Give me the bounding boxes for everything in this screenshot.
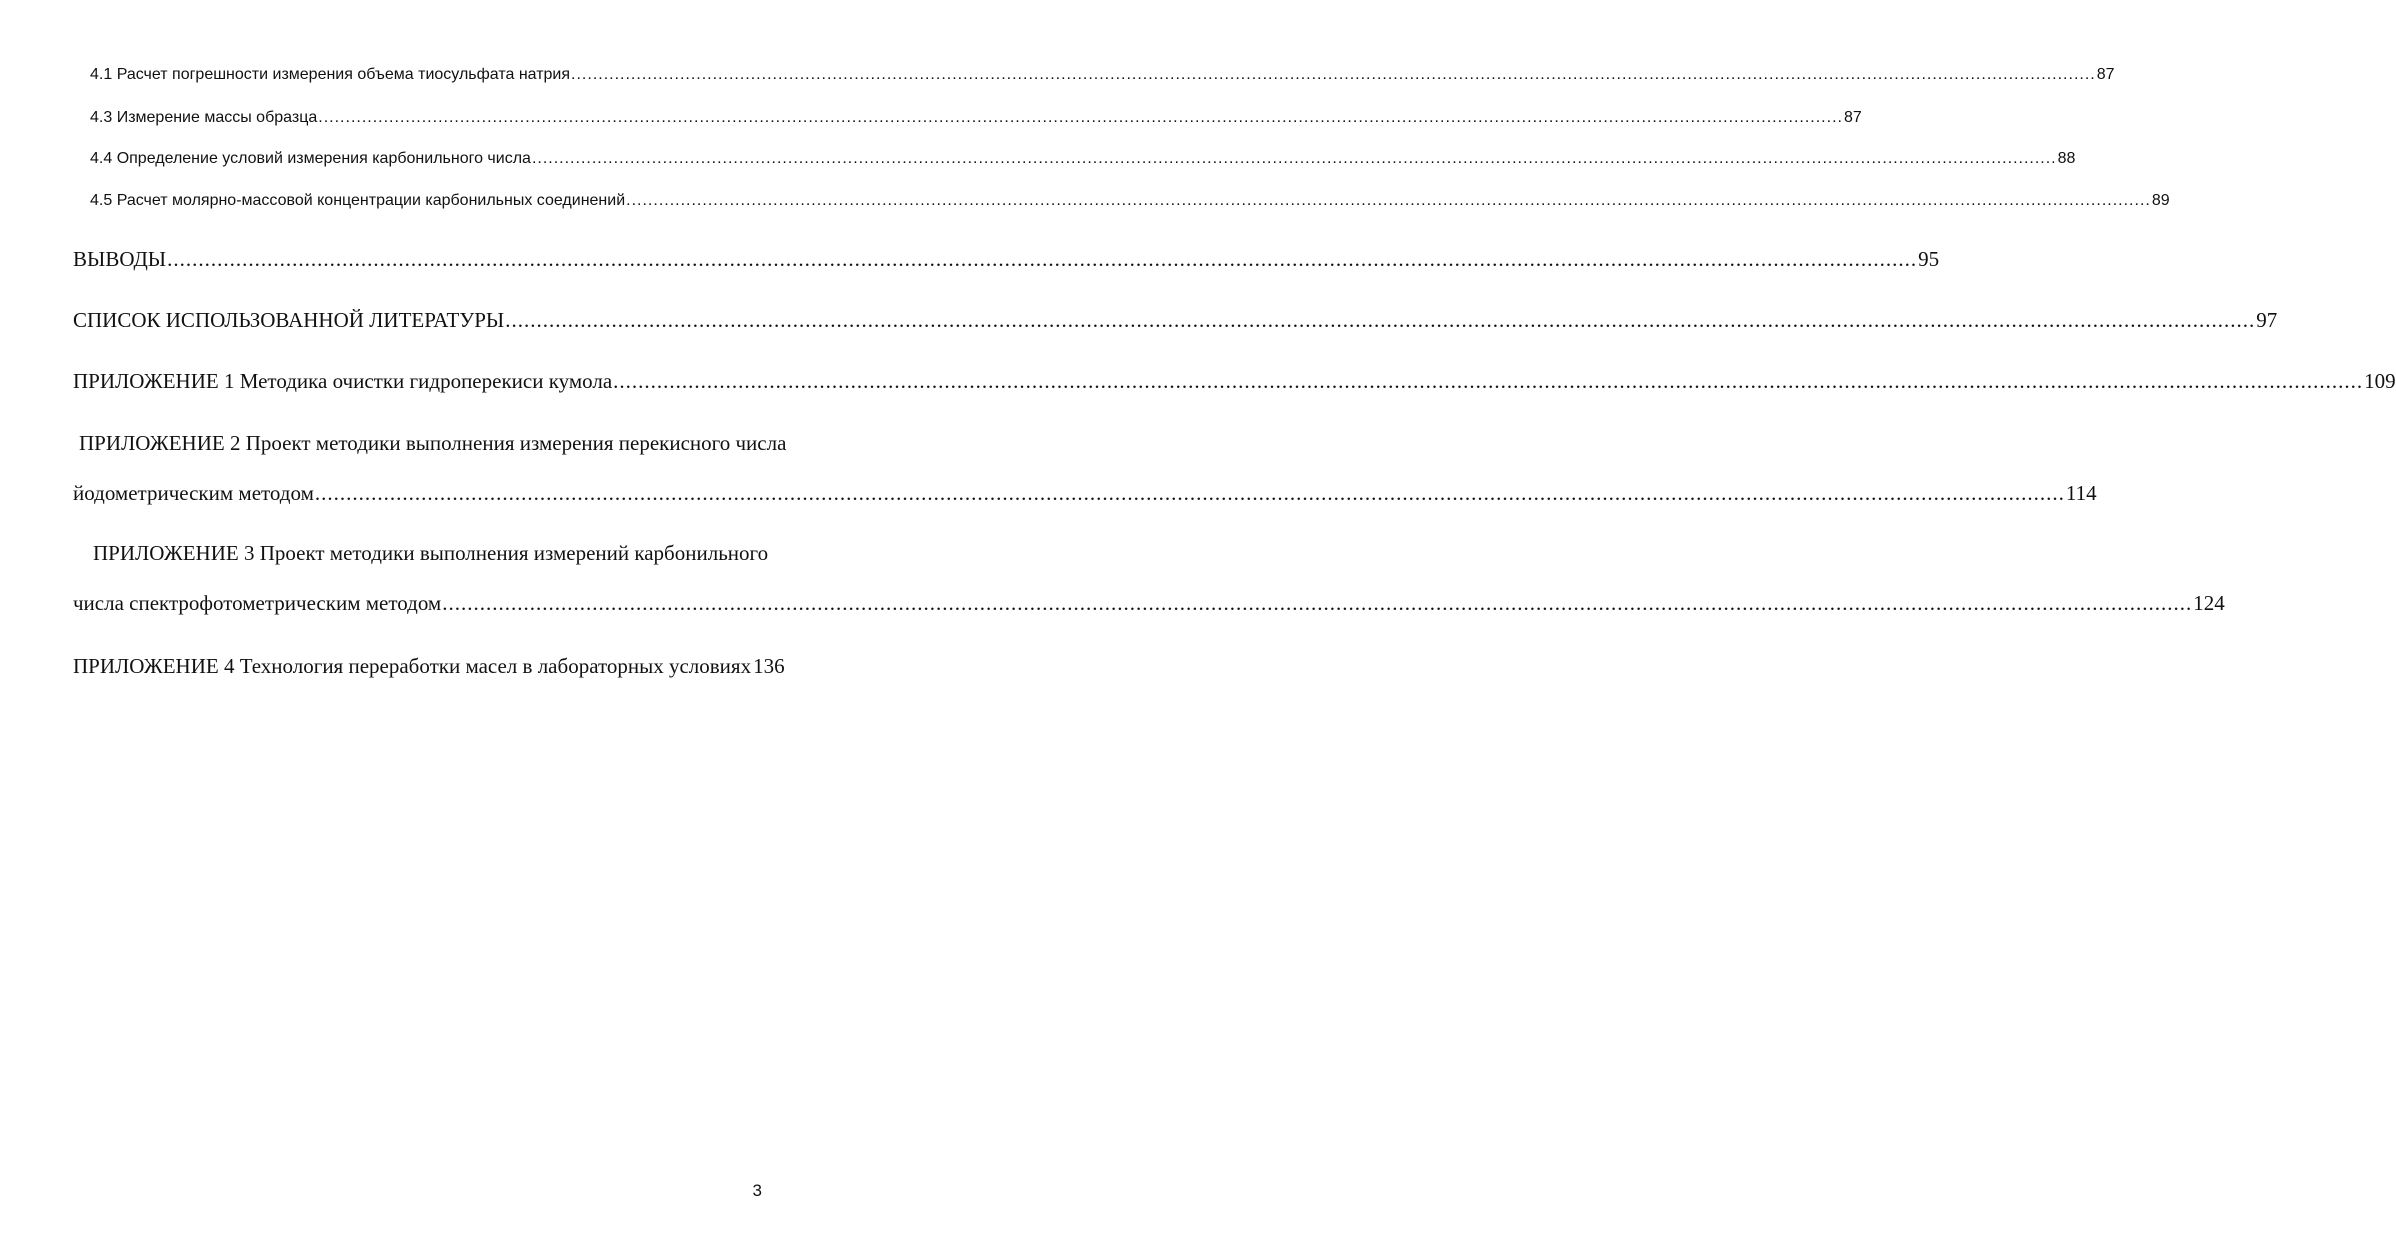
page-number: 3 xyxy=(752,1181,762,1200)
toc-entry-page: 136 xyxy=(753,654,785,678)
toc-entry-page: 95 xyxy=(1918,247,1940,271)
dot-leader xyxy=(318,109,1843,127)
toc-entry-appendix-4 xyxy=(73,654,785,684)
toc-entry-page: 89 xyxy=(2151,192,2170,209)
dot-leader xyxy=(505,308,2255,333)
dot-leader xyxy=(626,192,2151,210)
dot-leader xyxy=(167,247,1917,272)
toc-entry-4-5 xyxy=(90,192,2170,214)
toc-entry-appendix-3-line2 xyxy=(73,591,2225,621)
toc-entry-page: 87 xyxy=(1843,109,1862,126)
dot-leader xyxy=(315,481,2065,506)
toc-entry-page: 124 xyxy=(2193,591,2225,615)
toc-entry-conclusions xyxy=(73,247,1940,277)
toc-entry-label: ПРИЛОЖЕНИЕ 4 Технология переработки масел в лабораторных условиях xyxy=(73,654,752,678)
toc-entry-label: ВЫВОДЫ xyxy=(73,247,167,271)
dot-leader xyxy=(571,66,2096,84)
dot-leader xyxy=(532,150,2057,168)
toc-entry-page: 87 xyxy=(2096,66,2115,83)
toc-entry-page: 114 xyxy=(2065,481,2097,505)
toc-entry-label: йодометрическим методом xyxy=(73,481,314,505)
toc-entry-label: 4.4 Определение условий измерения карбонильного числа xyxy=(90,150,531,167)
toc-entry-appendix-2-line2 xyxy=(73,481,2097,511)
toc-entry-page: 109 xyxy=(2364,369,2396,393)
toc-entry-label: числа спектрофотометрическим методом xyxy=(73,591,442,615)
toc-entry-label: 4.5 Расчет молярно-массовой концентрации карбонильных соединений xyxy=(90,192,626,209)
dot-leader xyxy=(442,591,2192,616)
toc-entry-appendix-3-line1: ПРИЛОЖЕНИЕ 3 Проект методики выполнения измерений карбонильного xyxy=(93,541,769,565)
toc-entry-label: 4.1 Расчет погрешности измерения объема тиосульфата натрия xyxy=(90,66,571,83)
toc-entry-appendix-2-line1: ПРИЛОЖЕНИЕ 2 Проект методики выполнения измерения перекисного числа xyxy=(79,431,787,455)
toc-entry-label: СПИСОК ИСПОЛЬЗОВАННОЙ ЛИТЕРАТУРЫ xyxy=(73,308,505,332)
dot-leader xyxy=(613,369,2363,394)
toc-entry-label: 4.3 Измерение массы образца xyxy=(90,109,318,126)
toc-entry-page: 88 xyxy=(2057,150,2076,167)
toc-entry-4-1 xyxy=(90,66,2115,88)
toc-entry-label: ПРИЛОЖЕНИЕ 1 Методика очистки гидроперекиси кумола xyxy=(73,369,613,393)
toc-entry-page: 97 xyxy=(2256,308,2278,332)
toc-entry-references xyxy=(73,308,2278,338)
toc-entry-4-4 xyxy=(90,150,2076,172)
toc-entry-4-3 xyxy=(90,109,1862,131)
toc-entry-appendix-1 xyxy=(73,369,2396,399)
